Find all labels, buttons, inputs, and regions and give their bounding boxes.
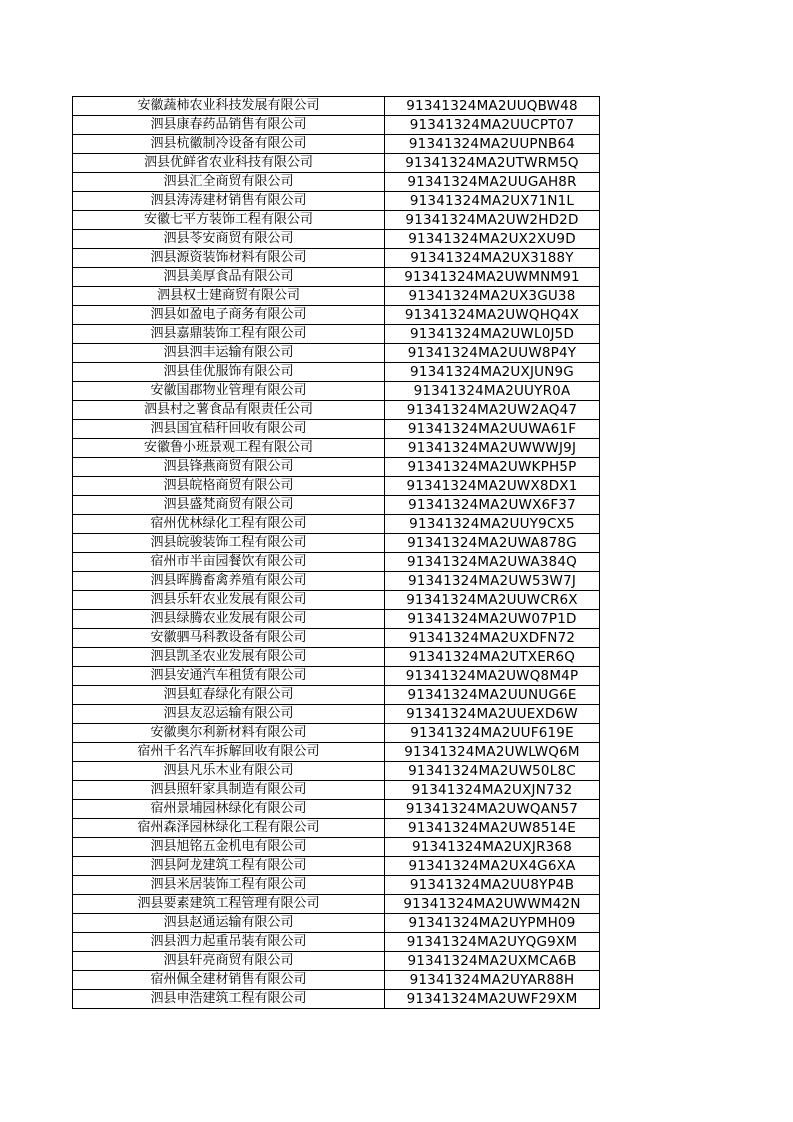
credit-code-cell: 91341324MA2UUCPT07 [385,116,600,135]
credit-code-cell: 91341324MA2UWQHQ4X [385,306,600,325]
credit-code-cell: 91341324MA2UWF29XM [385,990,600,1009]
credit-code-cell: 91341324MA2UWQ8M4P [385,667,600,686]
company-name-cell: 泗县佳优服饰有限公司 [73,363,385,382]
table-row [73,914,600,933]
credit-code-cell: 91341324MA2UXDFN72 [385,629,600,648]
company-name-cell: 宿州市半亩园餐饮有限公司 [73,553,385,572]
table-row [73,458,600,477]
table-row [73,800,600,819]
table-row [73,743,600,762]
table-row [73,971,600,990]
credit-code-cell: 91341324MA2UTWRM5Q [385,154,600,173]
company-name-cell: 泗县晖腾畜禽养殖有限公司 [73,572,385,591]
table-row [73,496,600,515]
credit-code-cell: 91341324MA2UUW8P4Y [385,344,600,363]
table-row [73,287,600,306]
company-name-cell: 泗县苓安商贸有限公司 [73,230,385,249]
credit-code-cell: 91341324MA2UWKPH5P [385,458,600,477]
credit-code-cell: 91341324MA2UWA878G [385,534,600,553]
credit-code-cell: 91341324MA2UXJUN9G [385,363,600,382]
company-name-cell: 泗县权士建商贸有限公司 [73,287,385,306]
company-name-cell: 泗县绿腾农业发展有限公司 [73,610,385,629]
credit-code-cell: 91341324MA2UW2AQ47 [385,401,600,420]
table-row [73,762,600,781]
credit-code-cell: 91341324MA2UU8YP4B [385,876,600,895]
company-name-cell: 安徽七平方装饰工程有限公司 [73,211,385,230]
company-name-cell: 宿州森泽园林绿化工程有限公司 [73,819,385,838]
company-name-cell: 泗县村之薯食品有限责任公司 [73,401,385,420]
table-row [73,420,600,439]
credit-code-cell: 91341324MA2UWX8DX1 [385,477,600,496]
table-row [73,857,600,876]
credit-code-cell: 91341324MA2UWWWJ9J [385,439,600,458]
credit-code-cell: 91341324MA2UX3GU38 [385,287,600,306]
table-row [73,344,600,363]
credit-code-cell: 91341324MA2UWQAN57 [385,800,600,819]
company-name-cell: 泗县嘉鼎装饰工程有限公司 [73,325,385,344]
credit-code-cell: 91341324MA2UWMNM91 [385,268,600,287]
table-row [73,230,600,249]
credit-code-cell: 91341324MA2UX4G6XA [385,857,600,876]
table-row [73,667,600,686]
company-name-cell: 泗县锋燕商贸有限公司 [73,458,385,477]
company-name-cell: 泗县源资装饰材料有限公司 [73,249,385,268]
credit-code-cell: 91341324MA2UWX6F37 [385,496,600,515]
company-name-cell: 泗县泗力起重吊装有限公司 [73,933,385,952]
credit-code-cell: 91341324MA2UWWM42N [385,895,600,914]
credit-code-cell: 91341324MA2UUGAH8R [385,173,600,192]
table-row [73,933,600,952]
company-name-cell: 泗县凡乐木业有限公司 [73,762,385,781]
table-row [73,534,600,553]
credit-code-cell: 91341324MA2UWA384Q [385,553,600,572]
credit-code-cell: 91341324MA2UW53W7J [385,572,600,591]
credit-code-cell: 91341324MA2UUNUG6E [385,686,600,705]
table-row [73,990,600,1009]
table-row [73,572,600,591]
table-row [73,249,600,268]
company-name-cell: 泗县汇全商贸有限公司 [73,173,385,192]
company-name-cell: 泗县旭铭五金机电有限公司 [73,838,385,857]
credit-code-cell: 91341324MA2UWL0J5D [385,325,600,344]
table-row [73,439,600,458]
company-name-cell: 宿州优林绿化工程有限公司 [73,515,385,534]
company-name-cell: 泗县优鲜省农业科技有限公司 [73,154,385,173]
credit-code-cell: 91341324MA2UXJN732 [385,781,600,800]
table-row [73,629,600,648]
company-name-cell: 泗县如盈电子商务有限公司 [73,306,385,325]
table-row [73,648,600,667]
company-name-cell: 泗县要素建筑工程管理有限公司 [73,895,385,914]
company-name-cell: 泗县照轩家具制造有限公司 [73,781,385,800]
company-registry-table [72,96,600,1009]
credit-code-cell: 91341324MA2UXJR368 [385,838,600,857]
table-row [73,952,600,971]
table-row [73,363,600,382]
credit-code-cell: 91341324MA2UUY9CX5 [385,515,600,534]
company-name-cell: 安徽驷马科教设备有限公司 [73,629,385,648]
table-row [73,610,600,629]
credit-code-cell: 91341324MA2UUPNB64 [385,135,600,154]
company-name-cell: 泗县友忍运输有限公司 [73,705,385,724]
table-row [73,382,600,401]
credit-code-cell: 91341324MA2UUEXD6W [385,705,600,724]
credit-code-cell: 91341324MA2UX71N1L [385,192,600,211]
company-name-cell: 泗县盛梵商贸有限公司 [73,496,385,515]
company-name-cell: 泗县阿龙建筑工程有限公司 [73,857,385,876]
company-name-cell: 泗县国宜秸秆回收有限公司 [73,420,385,439]
table-row [73,268,600,287]
company-name-cell: 宿州千名汽车拆解回收有限公司 [73,743,385,762]
credit-code-cell: 91341324MA2UX3188Y [385,249,600,268]
company-name-cell: 泗县申浩建筑工程有限公司 [73,990,385,1009]
company-name-cell: 泗县轩亮商贸有限公司 [73,952,385,971]
credit-code-cell: 91341324MA2UUQBW48 [385,97,600,116]
company-name-cell: 泗县美厚食品有限公司 [73,268,385,287]
table-row [73,116,600,135]
credit-code-cell: 91341324MA2UXMCA6B [385,952,600,971]
table-row [73,876,600,895]
credit-code-cell: 91341324MA2UUWCR6X [385,591,600,610]
credit-code-cell: 91341324MA2UWLWQ6M [385,743,600,762]
company-name-cell: 泗县虹春绿化有限公司 [73,686,385,705]
company-name-cell: 安徽鲁小班景观工程有限公司 [73,439,385,458]
company-name-cell: 泗县杭徽制冷设备有限公司 [73,135,385,154]
credit-code-cell: 91341324MA2UW50L8C [385,762,600,781]
table-row [73,135,600,154]
table-row [73,154,600,173]
table-row [73,686,600,705]
credit-code-cell: 91341324MA2UW07P1D [385,610,600,629]
company-name-cell: 安徽国郡物业管理有限公司 [73,382,385,401]
company-name-cell: 泗县凯圣农业发展有限公司 [73,648,385,667]
company-name-cell: 泗县涛涛建材销售有限公司 [73,192,385,211]
table-row [73,401,600,420]
company-name-cell: 安徽蔬柿农业科技发展有限公司 [73,97,385,116]
table-row [73,211,600,230]
credit-code-cell: 91341324MA2UX2XU9D [385,230,600,249]
credit-code-cell: 91341324MA2UUYR0A [385,382,600,401]
credit-code-cell: 91341324MA2UYQG9XM [385,933,600,952]
table-row [73,515,600,534]
company-name-cell: 泗县安通汽车租赁有限公司 [73,667,385,686]
table-row [73,97,600,116]
company-name-cell: 宿州佩全建材销售有限公司 [73,971,385,990]
table-row [73,306,600,325]
table-row [73,781,600,800]
table-row [73,173,600,192]
credit-code-cell: 91341324MA2UYPMH09 [385,914,600,933]
table-row [73,192,600,211]
credit-code-cell: 91341324MA2UUWA61F [385,420,600,439]
company-name-cell: 泗县乐轩农业发展有限公司 [73,591,385,610]
credit-code-cell: 91341324MA2UW2HD2D [385,211,600,230]
credit-code-cell: 91341324MA2UW8514E [385,819,600,838]
company-name-cell: 安徽奥尔利新材料有限公司 [73,724,385,743]
company-name-cell: 泗县泗丰运输有限公司 [73,344,385,363]
credit-code-cell: 91341324MA2UUF619E [385,724,600,743]
company-name-cell: 泗县米居装饰工程有限公司 [73,876,385,895]
table-row [73,591,600,610]
credit-code-cell: 91341324MA2UTXER6Q [385,648,600,667]
table-row [73,553,600,572]
table-row [73,325,600,344]
table-body [73,97,600,1009]
table-row [73,819,600,838]
company-name-cell: 泗县皖骏装饰工程有限公司 [73,534,385,553]
table-row [73,724,600,743]
company-name-cell: 泗县赵通运输有限公司 [73,914,385,933]
table-row [73,705,600,724]
credit-code-cell: 91341324MA2UYAR88H [385,971,600,990]
company-name-cell: 泗县康春药品销售有限公司 [73,116,385,135]
table-row [73,477,600,496]
company-name-cell: 泗县皖格商贸有限公司 [73,477,385,496]
table-row [73,895,600,914]
company-name-cell: 宿州景埔园林绿化有限公司 [73,800,385,819]
table-row [73,838,600,857]
